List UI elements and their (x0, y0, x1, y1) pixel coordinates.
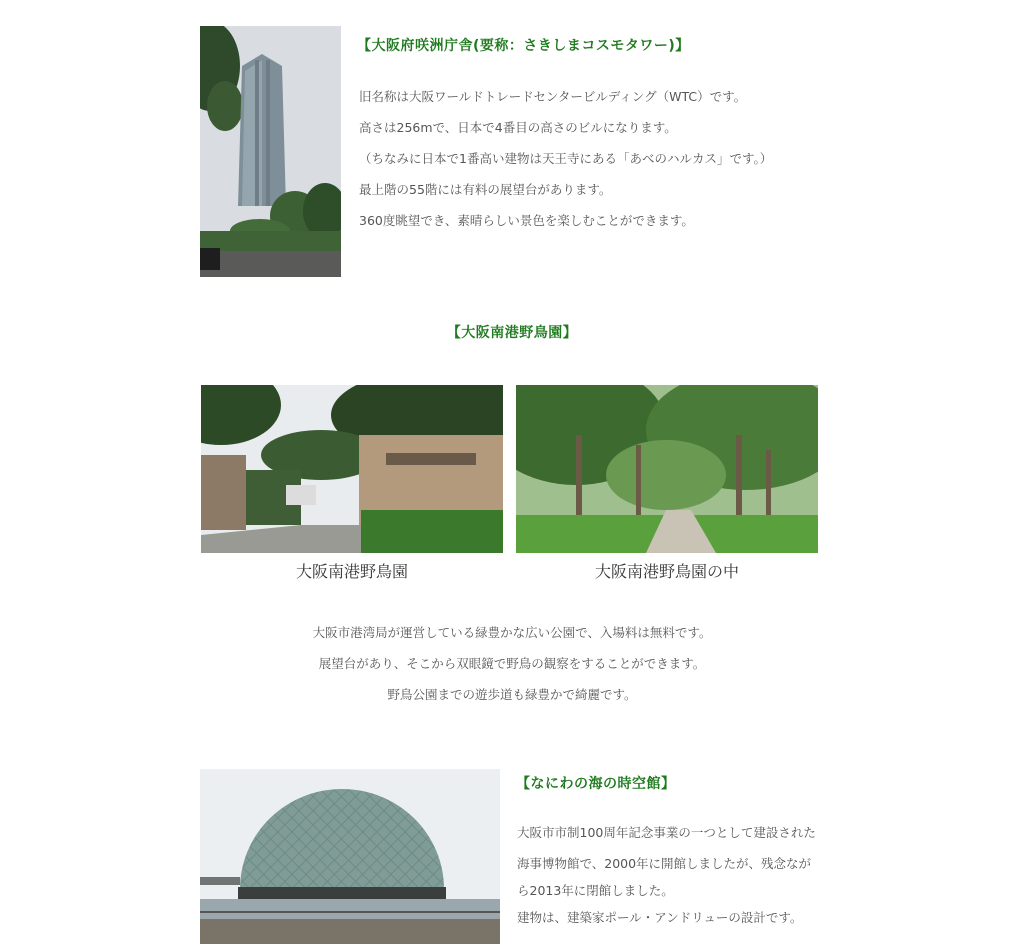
paragraph-line: 高さは256mで、日本で4番目の高さのビルになります。 (359, 120, 677, 135)
paragraph-line: 建物は、建築家ポール・アンドリューの設計です。 (517, 910, 803, 925)
paragraph-line: 大阪市港湾局が運営している緑豊かな広い公園で、入場料は無料です。 (312, 625, 712, 640)
cosmo-tower-description (359, 81, 772, 236)
paragraph-line: ら2013年に閉館しました。 (517, 883, 674, 898)
bird-park-description (0, 617, 1024, 710)
bird-park-inside-photo (516, 385, 818, 553)
bird-park-gate-photo (201, 385, 503, 553)
paragraph-line: 展望台があり、そこから双眼鏡で野鳥の観察をすることができます。 (318, 656, 706, 671)
maritime-museum-photo (200, 769, 500, 944)
paragraph-line: 旧名称は大阪ワールドトレードセンタービルディング（WTC）です。 (359, 89, 747, 104)
bird-park-gate-caption: 大阪南港野鳥園 (295, 562, 408, 581)
paragraph-line: 野鳥公園までの遊歩道も緑豊かで綺麗です。 (387, 687, 637, 702)
paragraph-line: 大阪市市制100周年記念事業の一つとして建設された (517, 825, 816, 840)
cosmo-tower-photo (200, 26, 341, 277)
paragraph-line: 海事博物館で、2000年に開館しましたが、残念なが (517, 856, 812, 871)
maritime-museum-heading: 【なにわの海の時空館】 (516, 776, 676, 792)
cosmo-tower-heading: 【大阪府咲洲庁舎(要称：さきしまコスモタワー)】 (357, 38, 690, 54)
bird-park-heading: 【大阪南港野鳥園】 (446, 325, 578, 341)
paragraph-line: （ちなみに日本で1番高い建物は天王寺にある「あべのハルカス」です。） (359, 151, 773, 166)
bird-park-inside-caption: 大阪南港野鳥園の中 (594, 562, 739, 581)
section-cosmo-tower (200, 26, 840, 278)
paragraph-line: 360度眺望でき、素晴らしい景色を楽しむことができます。 (359, 213, 694, 228)
paragraph-line: 最上階の55階には有料の展望台があります。 (359, 182, 612, 197)
maritime-museum-description (517, 819, 816, 931)
bird-park-gallery (201, 385, 818, 585)
